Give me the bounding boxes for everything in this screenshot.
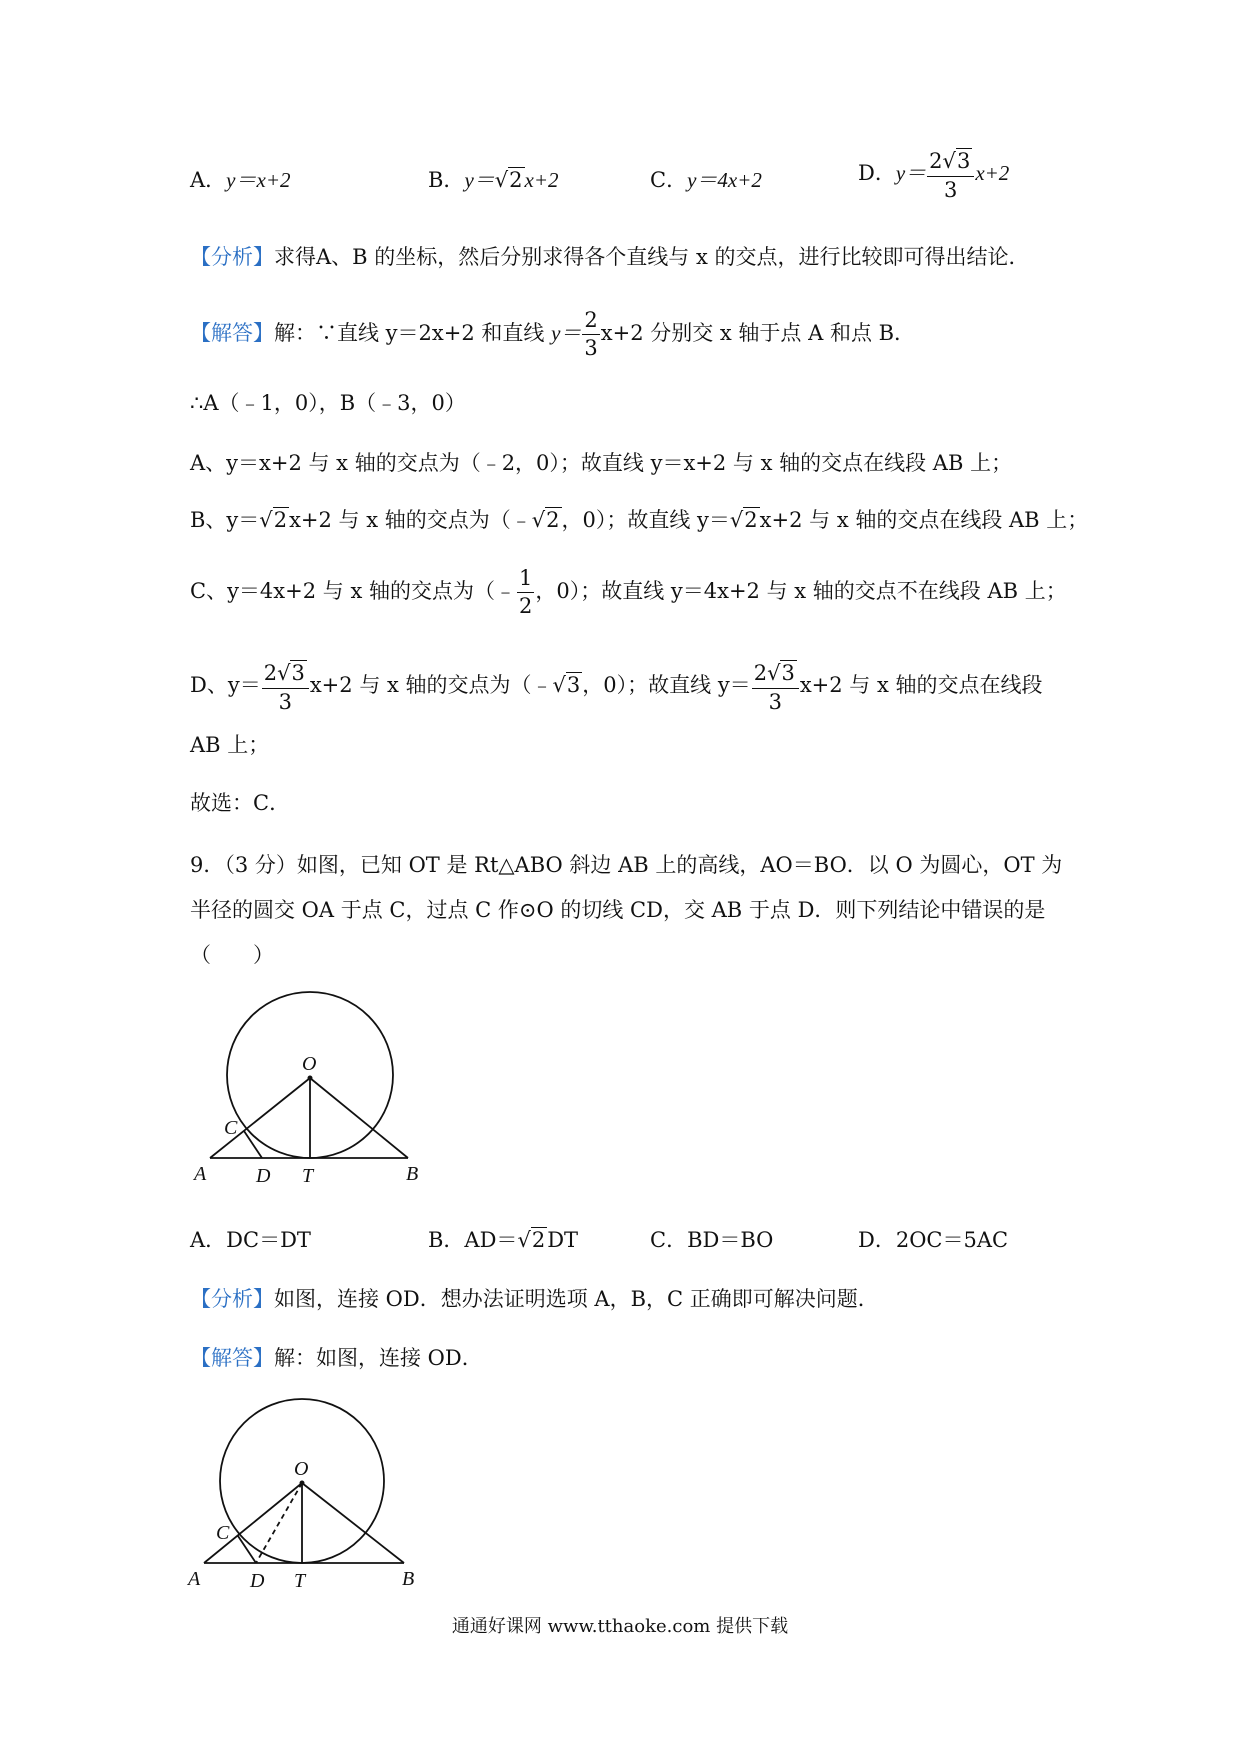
fraction-2-over-3: $\frac{2}{3}$ [584, 308, 598, 360]
label-d-2: D [250, 1570, 265, 1592]
fraction-2sqrt3-over-3: $\frac{2√3}{3}$ [927, 148, 974, 201]
q9-figure [180, 990, 440, 1200]
label-c-2: C [216, 1522, 230, 1544]
label-b: B [406, 1163, 419, 1185]
q8-option-b: B．y＝√2x+2 [428, 168, 559, 192]
q9-option-c: C．BD＝BO [650, 1228, 774, 1252]
fraction-1-over-2: $\frac{1}{2}$ [518, 566, 533, 618]
label-t-2: T [294, 1570, 306, 1592]
q8-solution: 【解答】解：∵直线 y＝2x+2 和直线 y＝ $\frac{2}{3}$ x+2 分别交 x 轴于点 A 和点 B． [190, 308, 916, 360]
label-o-2: O [294, 1458, 309, 1480]
q8-line-b: B、y＝√2x+2 与 x 轴的交点为（﹣√2，0）；故直线 y＝√2x+2 与 x 轴的交点在线段 AB 上； [190, 508, 1089, 532]
q9-stem-2: 半径的圆交 OA 于点 C，过点 C 作⊙O 的切线 CD，交 AB 于点 D．则下列结论中错误的是 [190, 898, 1046, 922]
q8-line-d-cont: AB 上； [190, 733, 270, 757]
q8-option-a: A．y＝x+2 [190, 168, 291, 192]
q9-stem-1: 9．（3 分）如图，已知 OT 是 Rt△ABO 斜边 AB 上的高线，AO＝BO．以 O 为圆心，OT 为 [190, 853, 1063, 877]
label-t: T [302, 1165, 314, 1187]
q8-choice: 故选：C． [190, 791, 291, 815]
q8-option-d: D．y＝ $\frac{2√3}{3}$ x+2 [858, 149, 1010, 203]
label-a-2: A [188, 1568, 201, 1590]
q8-line-c: C、y＝4x+2 与 x 轴的交点为（﹣ $\frac{1}{2}$ ，0）；故直线 y＝4x+2 与 x 轴的交点不在线段 AB 上； [190, 566, 1067, 618]
q9-solution: 【解答】解：如图，连接 OD． [190, 1346, 483, 1370]
q9-stem-3: （ ） [190, 943, 274, 967]
q8-option-c: C．y＝4x+2 [650, 168, 762, 192]
q8-analysis: 【分析】求得A、B 的坐标，然后分别求得各个直线与 x 的交点，进行比较即可得出结论． [190, 245, 1030, 269]
q8-points: ∴A（﹣1，0），B（﹣3，0） [190, 391, 466, 415]
label-o: O [302, 1053, 317, 1075]
label-d: D [256, 1165, 271, 1187]
page-footer: 通通好课网 www.tthaoke.com 提供下载 [451, 1616, 789, 1637]
q9-option-b: B．AD＝√2DT [428, 1228, 579, 1252]
q9-analysis: 【分析】如图，连接 OD．想办法证明选项 A，B，C 正确即可解决问题． [190, 1287, 879, 1311]
q8-line-d: D、y＝ $\frac{2√3}{3}$ x+2 与 x 轴的交点为（﹣√3，0）；故直线 y＝ $\frac{2√3}{3}$ x+2 与 x 轴的交点在线段 [190, 661, 1043, 715]
q9-solution-figure [180, 1395, 440, 1605]
q8-line-a: A、y＝x+2 与 x 轴的交点为（﹣2，0）；故直线 y＝x+2 与 x 轴的交点在线段 AB 上； [190, 451, 1013, 475]
label-a: A [194, 1163, 207, 1185]
label-b-2: B [402, 1568, 415, 1590]
q9-option-d: D．2OC＝5AC [858, 1228, 1009, 1252]
q9-option-a: A．DC＝DT [190, 1228, 311, 1252]
label-c: C [224, 1117, 238, 1139]
